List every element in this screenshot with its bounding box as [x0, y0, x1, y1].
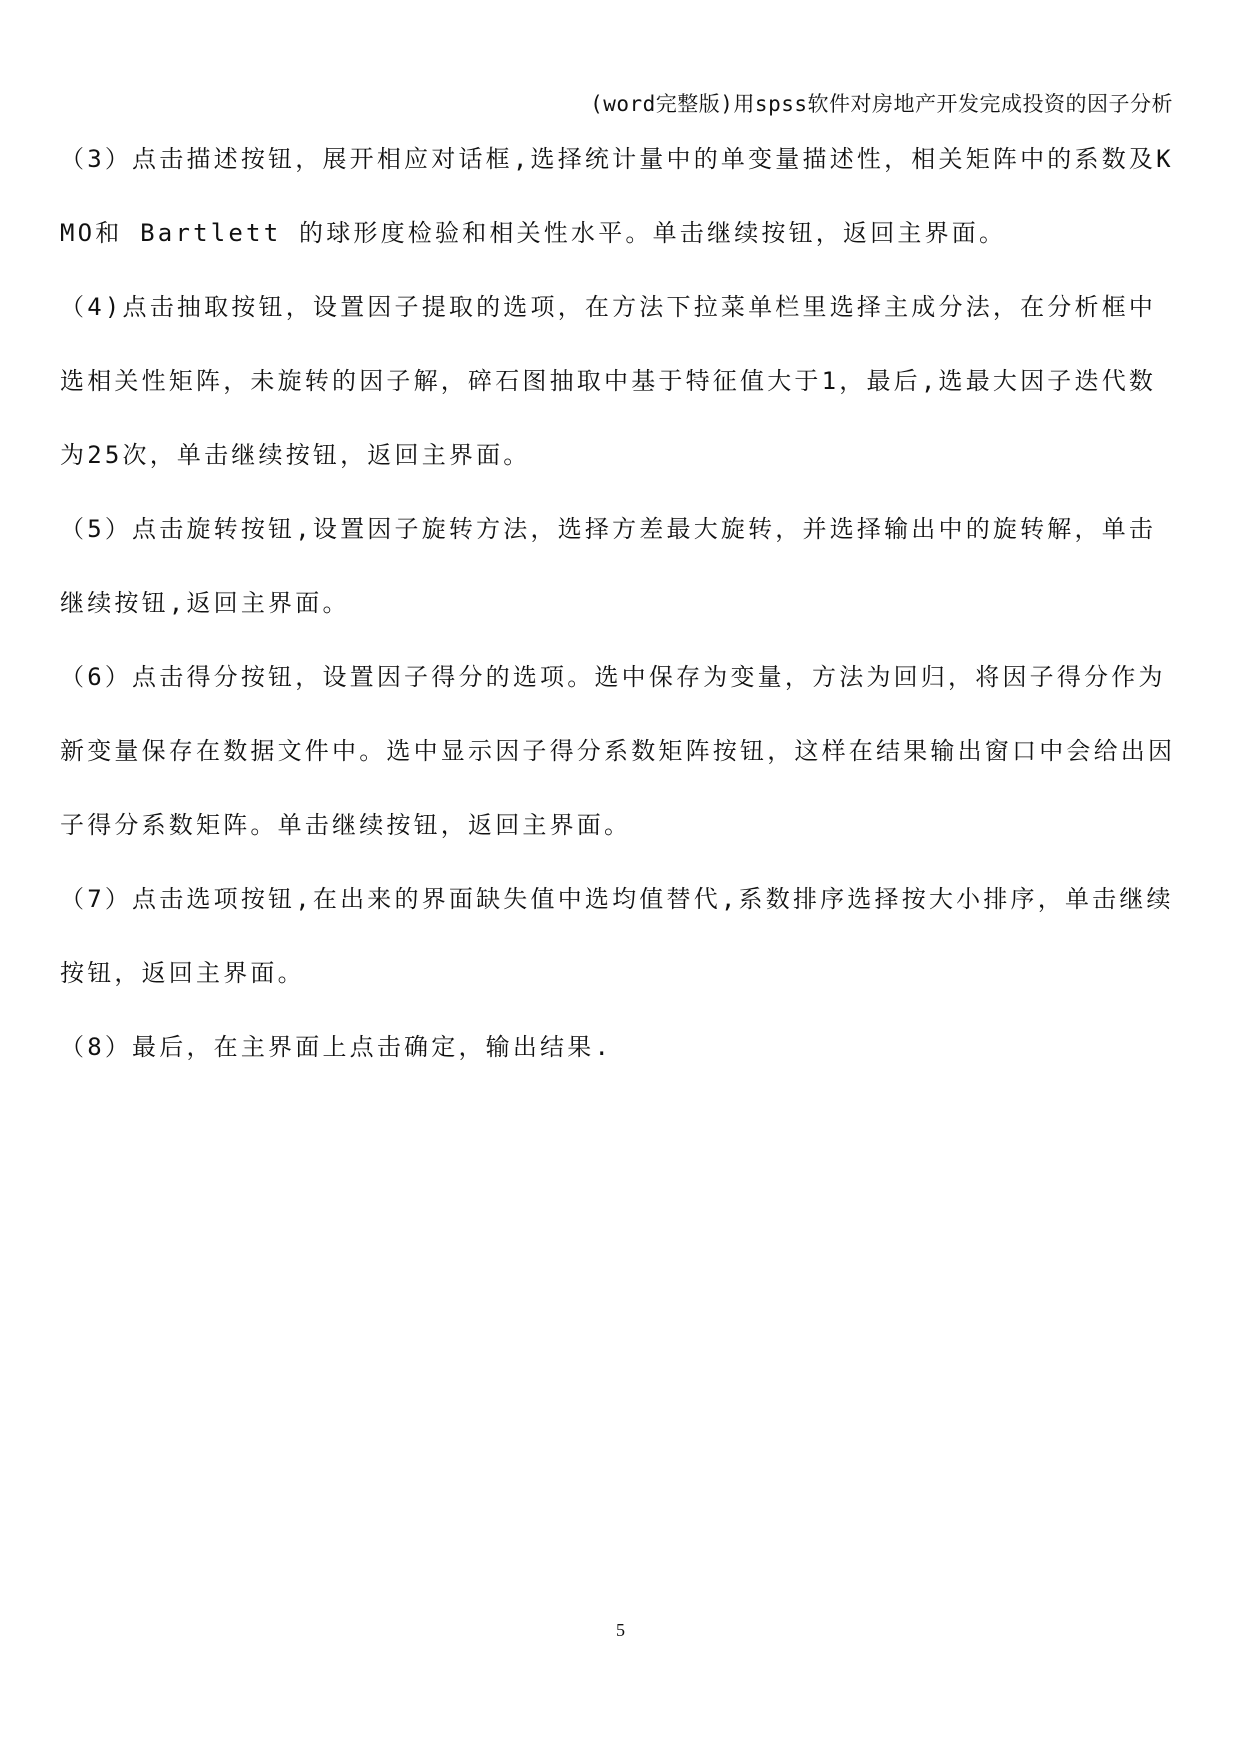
paragraph-step-7: （7）点击选项按钮,在出来的界面缺失值中选均值替代,系数排序选择按大小排序，单击继续按钮，返回主界面。: [60, 885, 1174, 987]
paragraph-step-5: （5）点击旋转按钮,设置因子旋转方法，选择方差最大旋转，并选择输出中的旋转解，单击继续按钮,返回主界面。: [60, 515, 1157, 617]
page-number: 5: [616, 1620, 625, 1640]
paragraph-step-8: （8）最后，在主界面上点击确定，输出结果.: [60, 1033, 613, 1061]
paragraph-step-6: （6）点击得分按钮，设置因子得分的选项。选中保存为变量，方法为回归，将因子得分作为新变量保存在数据文件中。选中显示因子得分系数矩阵按钮，这样在结果输出窗口中会给出因子得分系数矩阵。单击继续按钮，返回主界面。: [60, 663, 1176, 839]
running-header: (word完整版)用spss软件对房地产开发完成投资的因子分析: [590, 92, 1173, 116]
paragraph-step-3: （3）点击描述按钮，展开相应对话框,选择统计量中的单变量描述性，相关矩阵中的系数及KMO和 Bartlett 的球形度检验和相关性水平。单击继续按钮，返回主界面。: [60, 145, 1174, 247]
document-body: [60, 122, 1180, 1084]
paragraph-step-4: （4)点击抽取按钮，设置因子提取的选项，在方法下拉菜单栏里选择主成分法，在分析框中选相关性矩阵，未旋转的因子解，碎石图抽取中基于特征值大于1，最后,选最大因子迭代数为25次，单击继续按钮，返回主界面。: [60, 293, 1157, 469]
